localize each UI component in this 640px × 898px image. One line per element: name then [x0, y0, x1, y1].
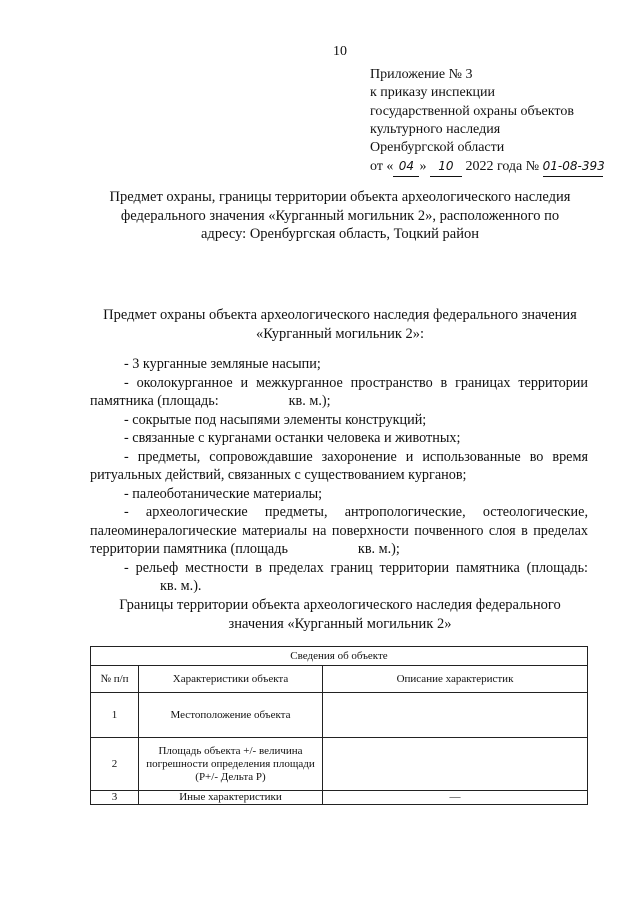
row-number: 1 — [91, 693, 139, 738]
order-month-handwritten: 10 — [430, 157, 462, 176]
borders-title-line-1: Границы территории объекта археологического наследия федерального — [119, 597, 561, 613]
date-prefix: от « — [370, 159, 394, 175]
title-line-1: Предмет охраны, границы территории объекта археологического наследия — [109, 189, 571, 205]
list-item: - связанные с курганами останки человека и животных; — [124, 430, 461, 446]
date-mid: » — [419, 159, 427, 175]
list-item: - сокрытые под насыпями элементы конструкций; — [124, 411, 427, 428]
column-header-number: № п/п — [91, 666, 139, 693]
row-number: 2 — [91, 738, 139, 791]
list-item: - 3 курганные земляные насыпи; — [124, 356, 321, 372]
order-number-handwritten: 01-08-393 — [543, 157, 603, 176]
appendix-line-1: Приложение № 3 — [370, 67, 473, 82]
row-description: — — [323, 791, 588, 805]
table-row — [91, 791, 588, 805]
table-row — [91, 738, 588, 791]
territory-borders-heading — [90, 596, 590, 633]
appendix-line-2: к приказу инспекции — [370, 85, 496, 101]
subject-title-line-2: «Курганный могильник 2»: — [255, 325, 425, 342]
title-line-2: федерального значения «Курганный могильник 2», расположенного по — [120, 207, 560, 224]
order-day-handwritten: 04 — [393, 157, 419, 176]
appendix-line-3: государственной охраны объектов — [370, 103, 574, 119]
column-header-description: Описание характеристик — [323, 666, 588, 693]
table-caption: Сведения об объекте — [91, 647, 588, 666]
date-year: 2022 года № — [465, 159, 540, 175]
object-info-table — [90, 646, 588, 805]
table-row — [91, 693, 588, 738]
order-date-line — [370, 157, 603, 176]
title-line-3: адресу: Оренбургская область, Тоцкий район — [201, 226, 479, 242]
page-number: 10 — [333, 44, 347, 59]
appendix-line-5: Оренбургской области — [370, 140, 505, 156]
row-number: 3 — [91, 791, 139, 805]
borders-title-line-2: значения «Курганный могильник 2» — [228, 615, 452, 632]
list-item: - околокурганное и межкурганное пространство в границах территории памятника (площадь: кв. м.); — [90, 374, 588, 409]
row-characteristic: Местоположение объекта — [139, 693, 323, 738]
protection-subject-list — [90, 355, 588, 596]
row-characteristic: Иные характеристики — [139, 791, 323, 805]
list-item: - предметы, сопровождавшие захоронение и использованные во время ритуальных действий, связанных с существованием курганов; — [90, 448, 588, 483]
list-item: - палеоботанические материалы; — [124, 485, 323, 502]
appendix-header — [370, 66, 603, 177]
row-description — [323, 738, 588, 791]
protection-subject-heading — [90, 306, 590, 343]
list-item: - археологические предметы, антропологические, остеологические, палеоминералогические материалы на поверхности почвенного слоя в пределах территории памятника (площадь кв. м.); — [90, 504, 588, 557]
document-title — [90, 188, 590, 244]
row-description — [323, 693, 588, 738]
list-item: - рельеф местности в пределах границ территории памятника (площадь:кв. м.). — [124, 559, 588, 594]
appendix-line-4: культурного наследия — [370, 121, 501, 137]
row-characteristic: Площадь объекта +/- величина погрешности определения площади (Р+/- Дельта Р) — [139, 738, 323, 791]
column-header-characteristics: Характеристики объекта — [139, 666, 323, 693]
subject-title-line-1: Предмет охраны объекта археологического наследия федерального значения — [103, 307, 577, 323]
